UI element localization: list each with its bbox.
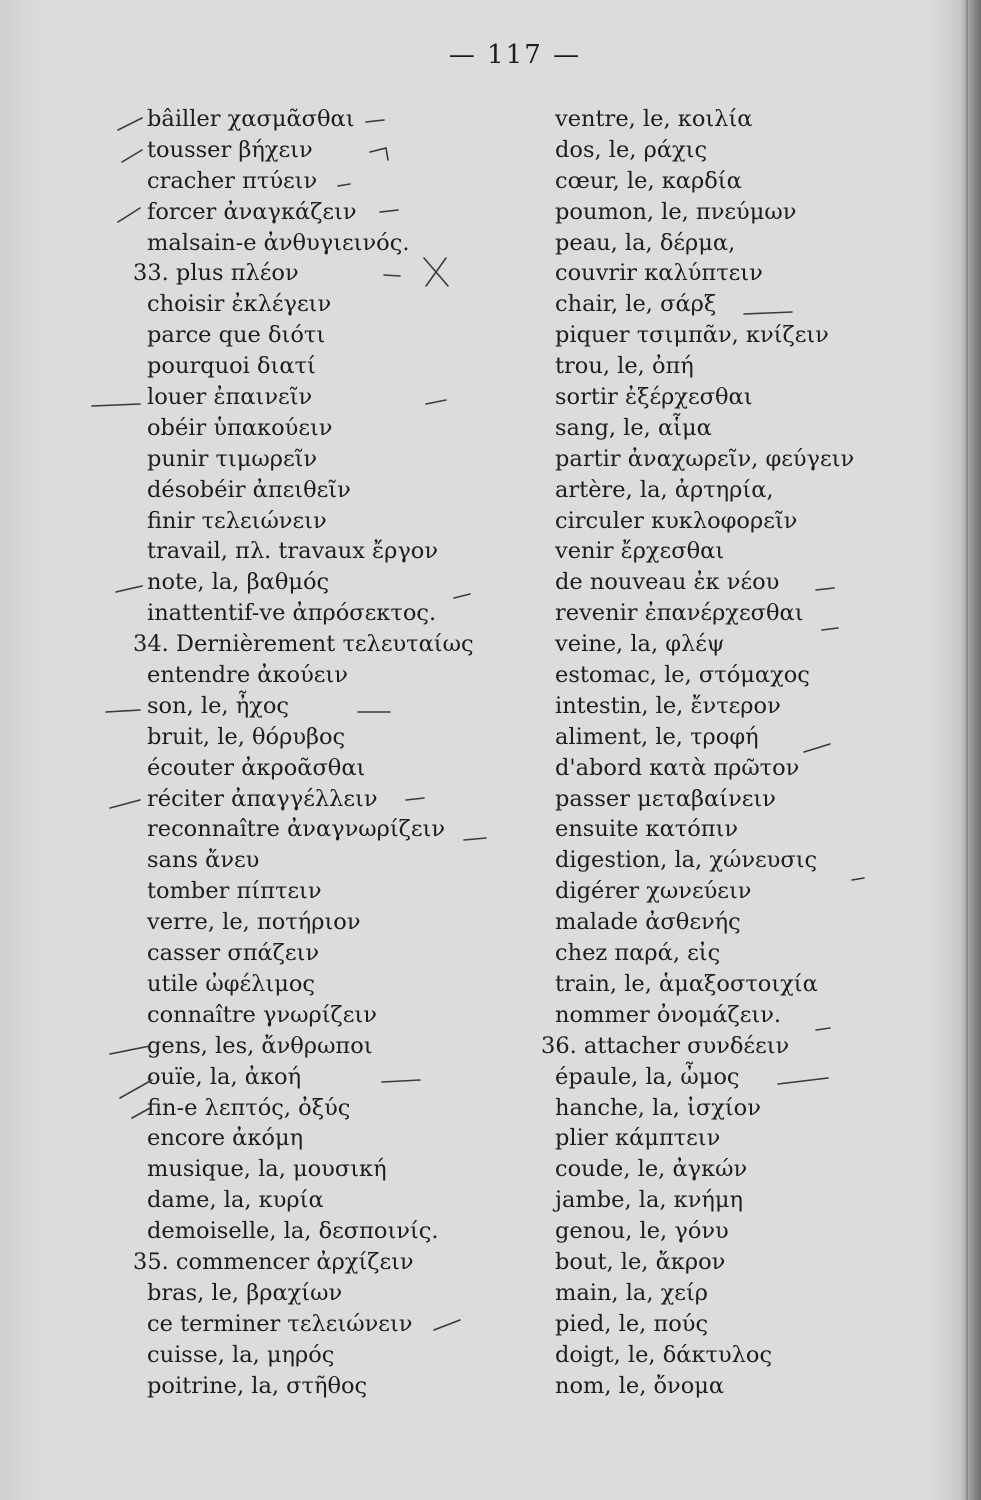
vocabulary-entry: bâiller χασμᾶσθαι bbox=[147, 106, 355, 132]
vocabulary-entry: sang, le, αἷμα bbox=[555, 414, 712, 441]
right-vocabulary-column bbox=[541, 104, 855, 1401]
vocabulary-entry: note, la, βαθμός bbox=[147, 569, 330, 596]
vocabulary-entry: aliment, le, τροφή bbox=[555, 723, 759, 750]
vocabulary-entry: malsain-e ἀνθυγιεινός. bbox=[147, 229, 410, 256]
vocabulary-entry: 36. attacher συνδέειν bbox=[541, 1032, 790, 1059]
vocabulary-entry: ventre, le, κοιλία bbox=[555, 106, 753, 132]
vocabulary-entry: piquer τσιμπᾶν, κνίζειν bbox=[555, 322, 829, 349]
vocabulary-entry: finir τελειώνειν bbox=[147, 507, 327, 534]
vocabulary-entry: sans ἄνευ bbox=[147, 847, 260, 874]
vocabulary-entry: passer μεταβαίνειν bbox=[555, 785, 776, 812]
vocabulary-entry: venir ἔρχεσθαι bbox=[555, 538, 725, 565]
vocabulary-entry: louer ἐπαινεῖν bbox=[147, 384, 313, 411]
vocabulary-entry: épaule, la, ὦμος bbox=[555, 1063, 740, 1090]
page-edge bbox=[966, 0, 968, 1500]
vocabulary-entry: désobéir ἀπειθεῖν bbox=[147, 476, 351, 503]
vocabulary-entry: chair, le, σάρξ bbox=[555, 291, 717, 318]
left-vocabulary-column bbox=[133, 104, 474, 1401]
vocabulary-entry: punir τιμωρεῖν bbox=[147, 445, 318, 472]
vocabulary-entry: dos, le, ράχις bbox=[555, 136, 708, 163]
vocabulary-entry: choisir ἐκλέγειν bbox=[147, 291, 332, 318]
vocabulary-entry: tousser βήχειν bbox=[147, 136, 313, 163]
vocabulary-entry: bruit, le, θόρυβος bbox=[147, 723, 346, 750]
vocabulary-entry: encore ἀκόμη bbox=[147, 1125, 304, 1152]
vocabulary-entry: reconnaître ἀναγνωρίζειν bbox=[147, 816, 446, 843]
vocabulary-entry: digérer χωνεύειν bbox=[555, 878, 752, 905]
vocabulary-entry: parce que διότι bbox=[147, 322, 326, 349]
vocabulary-entry: fin-e λεπτός, ὀξύς bbox=[147, 1094, 351, 1121]
vocabulary-entry: revenir ἐπανέρχεσθαι bbox=[555, 600, 804, 627]
pencil-mark bbox=[92, 404, 140, 406]
vocabulary-entry: poitrine, la, στῆθος bbox=[147, 1372, 368, 1399]
vocabulary-entry: coude, le, ἀγκών bbox=[555, 1156, 748, 1183]
vocabulary-entry: d'abord κατὰ πρῶτον bbox=[555, 754, 800, 781]
vocabulary-entry: demoiselle, la, δεσποινίς. bbox=[147, 1218, 439, 1245]
vocabulary-entry: veine, la, φλέψ bbox=[555, 631, 725, 658]
vocabulary-entry: 34. Dernièrement τελευταίως bbox=[133, 631, 474, 658]
vocabulary-entry: gens, les, ἄνθρωποι bbox=[147, 1032, 373, 1059]
pencil-mark bbox=[116, 586, 142, 592]
vocabulary-entry: pourquoi διατί bbox=[147, 353, 316, 380]
vocabulary-entry: 33. plus πλέον bbox=[133, 260, 299, 287]
vocabulary-entry: jambe, la, κνήμη bbox=[555, 1187, 743, 1214]
vocabulary-entry: ce terminer τελειώνειν bbox=[147, 1310, 413, 1337]
pencil-mark bbox=[106, 710, 140, 712]
vocabulary-entry: travail, πλ. travaux ἔργον bbox=[147, 538, 439, 565]
vocabulary-entry: poumon, le, πνεύμων bbox=[555, 198, 797, 225]
vocabulary-entry: ouïe, la, ἀκοή bbox=[147, 1063, 302, 1090]
vocabulary-entry: casser σπάζειν bbox=[147, 940, 320, 967]
vocabulary-entry: réciter ἀπαγγέλλειν bbox=[147, 785, 378, 812]
vocabulary-entry: genou, le, γόνυ bbox=[555, 1218, 729, 1245]
vocabulary-entry: doigt, le, δάκτυλος bbox=[555, 1341, 773, 1368]
vocabulary-entry: 35. commencer ἀρχίζειν bbox=[133, 1248, 414, 1275]
vocabulary-entry: trou, le, ὀπή bbox=[555, 353, 694, 380]
vocabulary-entry: plier κάμπτειν bbox=[555, 1125, 721, 1152]
vocabulary-entry: chez παρά, εἰς bbox=[555, 940, 721, 967]
vocabulary-entry: cœur, le, καρδία bbox=[555, 167, 742, 194]
vocabulary-entry: son, le, ἦχος bbox=[147, 692, 289, 719]
pencil-mark bbox=[122, 150, 142, 162]
vocabulary-entry: inattentif-ve ἀπρόσεκτος. bbox=[147, 600, 437, 627]
vocabulary-entry: malade ἀσθενής bbox=[555, 909, 741, 936]
vocabulary-entry: verre, le, ποτήριον bbox=[147, 909, 361, 936]
vocabulary-entry: nommer ὀνομάζειν. bbox=[555, 1001, 782, 1028]
vocabulary-entry: partir ἀναχωρεῖν, φεύγειν bbox=[555, 445, 855, 472]
vocabulary-entry: ensuite κατόπιν bbox=[555, 816, 739, 843]
vocabulary-entry: peau, la, δέρμα, bbox=[555, 229, 736, 256]
vocabulary-entry: sortir ἐξέρχεσθαι bbox=[555, 384, 753, 411]
vocabulary-entry: forcer ἀναγκάζειν bbox=[147, 198, 357, 225]
vocabulary-entry: nom, le, ὄνομα bbox=[555, 1372, 725, 1399]
vocabulary-entry: utile ὠφέλιμος bbox=[147, 970, 316, 997]
vocabulary-entry: cuisse, la, μηρός bbox=[147, 1341, 335, 1368]
vocabulary-entry: entendre ἀκούειν bbox=[147, 662, 348, 689]
vocabulary-entry: couvrir καλύπτειν bbox=[555, 260, 763, 287]
vocabulary-entry: artère, la, ἀρτηρία, bbox=[555, 476, 774, 503]
pencil-mark bbox=[110, 1046, 150, 1054]
vocabulary-entry: écouter ἀκροᾶσθαι bbox=[147, 754, 366, 781]
vocabulary-entry: pied, le, πούς bbox=[555, 1310, 709, 1337]
vocabulary-entry: musique, la, μουσική bbox=[147, 1156, 387, 1183]
vocabulary-entry: estomac, le, στόμαχος bbox=[555, 662, 810, 689]
vocabulary-entry: main, la, χείρ bbox=[555, 1279, 708, 1306]
vocabulary-entry: bout, le, ἄκρον bbox=[555, 1248, 726, 1275]
vocabulary-entry: hanche, la, ἰσχίον bbox=[555, 1094, 761, 1121]
vocabulary-entry: intestin, le, ἔντερον bbox=[555, 692, 781, 719]
pencil-mark bbox=[118, 208, 140, 222]
vocabulary-entry: obéir ὑπακούειν bbox=[147, 414, 333, 441]
vocabulary-entry: connaître γνωρίζειν bbox=[147, 1001, 377, 1028]
vocabulary-entry: bras, le, βραχίων bbox=[147, 1279, 343, 1306]
page-number: — 117 — bbox=[448, 40, 582, 70]
vocabulary-entry: digestion, la, χώνευσις bbox=[555, 847, 818, 874]
vocabulary-entry: dame, la, κυρία bbox=[147, 1187, 324, 1214]
vocabulary-entry: train, le, ἁμαξοστοιχία bbox=[555, 970, 818, 997]
vocabulary-entry: de nouveau ἐκ νέου bbox=[555, 569, 780, 596]
pencil-mark bbox=[110, 800, 140, 808]
pencil-mark bbox=[118, 118, 142, 130]
vocabulary-entry: circuler κυκλοφορεῖν bbox=[555, 507, 798, 534]
vocabulary-entry: tomber πίπτειν bbox=[147, 878, 322, 905]
vocabulary-entry: cracher πτύειν bbox=[147, 167, 318, 194]
